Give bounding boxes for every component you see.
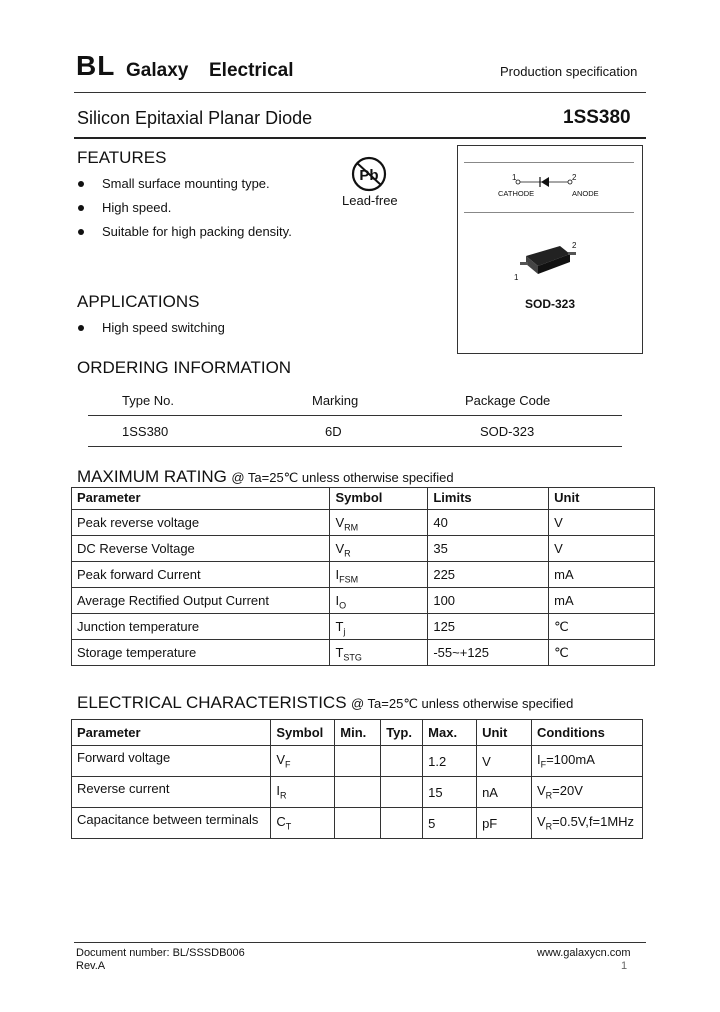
ordering-bottom-line (88, 446, 622, 447)
table-row (72, 746, 643, 777)
title-divider (74, 137, 646, 139)
lead-free-symbol-text: Pb (359, 167, 379, 184)
elec-heading: ELECTRICAL CHARACTERISTICS (77, 693, 347, 712)
header-cell: Max. (423, 720, 477, 746)
max-rating-table (71, 487, 655, 666)
symbol-cell: $I_{FSM}$ (330, 562, 428, 588)
header-cell: Symbol (330, 488, 428, 510)
ordering-col-marking: Marking (312, 393, 359, 408)
diode-schematic-icon (494, 172, 604, 202)
unit-cell: pF (477, 808, 532, 839)
unit-cell: V (549, 536, 655, 562)
table-row (72, 640, 655, 666)
typ-cell (381, 777, 423, 808)
cathode-label: CATHODE (498, 189, 535, 198)
limit-cell: 125 (428, 614, 549, 640)
brand-electrical: Electrical (209, 60, 294, 81)
unit-cell: nA (477, 777, 532, 808)
bullet-icon (78, 181, 84, 187)
ordering-marking-value: 6D (325, 424, 342, 439)
elec-title (77, 693, 573, 713)
page-number: 1 (621, 960, 628, 972)
applications-heading: APPLICATIONS (77, 292, 200, 311)
package-divider-top (464, 162, 634, 163)
feature-text: High speed. (102, 200, 172, 215)
conditions-cell: $I_F=100mA$ (531, 746, 642, 777)
revision: Rev.A (76, 960, 106, 972)
unit-cell: V (477, 746, 532, 777)
table-header-row (72, 720, 643, 746)
param-cell: DC Reverse Voltage (72, 536, 330, 562)
header-cell: Parameter (72, 488, 330, 510)
application-item (78, 320, 225, 335)
min-cell (335, 808, 381, 839)
doc-number: Document number: BL/SSSDB006 (76, 947, 245, 959)
limit-cell: 100 (428, 588, 549, 614)
feature-text: Suitable for high packing density. (102, 224, 292, 239)
ordering-col-package: Package Code (465, 393, 551, 408)
header-cell: Parameter (72, 720, 271, 746)
doc-type: Production specification (500, 64, 638, 79)
unit-cell: V (549, 510, 655, 536)
table-header-row (72, 488, 655, 510)
part-number: 1SS380 (563, 107, 631, 128)
features-heading: FEATURES (77, 148, 167, 167)
symbol-cell: $I_O$ (330, 588, 428, 614)
table-row (72, 536, 655, 562)
header-cell: Unit (477, 720, 532, 746)
bullet-icon (78, 229, 84, 235)
ordering-package-value: SOD-323 (480, 424, 535, 439)
table-row (72, 588, 655, 614)
max-rating-title (77, 467, 454, 487)
symbol-cell: $V_R$ (330, 536, 428, 562)
param-cell: Average Rectified Output Current (72, 588, 330, 614)
table-row (72, 562, 655, 588)
package-divider-bottom (464, 212, 634, 213)
table-row (72, 614, 655, 640)
application-text: High speed switching (102, 320, 225, 335)
header-cell: Unit (549, 488, 655, 510)
limit-cell: 35 (428, 536, 549, 562)
footer-divider (74, 942, 646, 943)
max-rating-heading: MAXIMUM RATING (77, 467, 227, 486)
ordering-heading: ORDERING INFORMATION (77, 358, 292, 377)
param-cell: Peak forward Current (72, 562, 330, 588)
param-cell: Storage temperature (72, 640, 330, 666)
pin2-label: 2 (572, 173, 577, 182)
header-cell: Min. (335, 720, 381, 746)
anode-label: ANODE (572, 189, 599, 198)
brand-galaxy: Galaxy (126, 60, 189, 81)
limit-cell: 40 (428, 510, 549, 536)
unit-cell: ℃ (549, 640, 655, 666)
lead-free-icon (349, 156, 389, 192)
param-cell: Reverse current (72, 777, 271, 808)
conditions-cell: $V_R=20V$ (531, 777, 642, 808)
symbol-cell: $C_T$ (271, 808, 335, 839)
param-cell: Capacitance between terminals (72, 808, 271, 839)
symbol-cell: $T_j$ (330, 614, 428, 640)
brand-bl: BL (76, 50, 116, 81)
limit-cell: 225 (428, 562, 549, 588)
page-title: Silicon Epitaxial Planar Diode (77, 108, 313, 128)
header-cell: Typ. (381, 720, 423, 746)
ordering-divider (88, 415, 622, 416)
table-row (72, 510, 655, 536)
feature-item (78, 200, 171, 215)
symbol-cell: $T_{STG}$ (330, 640, 428, 666)
package-box (457, 145, 643, 354)
param-cell: Peak reverse voltage (72, 510, 330, 536)
param-cell: Forward voltage (72, 746, 271, 777)
feature-item (78, 176, 270, 191)
pkg-pin1-label: 1 (514, 273, 519, 282)
lead-free-label: Lead-free (342, 193, 398, 208)
unit-cell: ℃ (549, 614, 655, 640)
elec-condition: @ Ta=25℃ unless otherwise specified (350, 696, 574, 711)
unit-cell: mA (549, 562, 655, 588)
param-cell: Junction temperature (72, 614, 330, 640)
ordering-col-type: Type No. (122, 393, 175, 408)
conditions-cell: $V_R=0.5V,f=1MHz$ (531, 808, 642, 839)
feature-text: Small surface mounting type. (102, 176, 270, 191)
package-name: SOD-323 (524, 297, 576, 311)
symbol-cell: $I_R$ (271, 777, 335, 808)
header-cell: Symbol (271, 720, 335, 746)
min-cell (335, 746, 381, 777)
table-row (72, 808, 643, 839)
table-row (72, 777, 643, 808)
limit-cell: -55~+125 (428, 640, 549, 666)
bullet-icon (78, 205, 84, 211)
website-link[interactable]: www.galaxycn.com (537, 947, 631, 959)
max-cell: 15 (423, 777, 477, 808)
unit-cell: mA (549, 588, 655, 614)
max-cell: 5 (423, 808, 477, 839)
header-divider (74, 92, 646, 93)
feature-item (78, 224, 292, 239)
sod323-package-icon (512, 240, 582, 282)
elec-table (71, 719, 643, 839)
header-cell: Limits (428, 488, 549, 510)
symbol-cell: $V_F$ (271, 746, 335, 777)
pkg-pin2-label: 2 (572, 241, 577, 250)
typ-cell (381, 808, 423, 839)
symbol-cell: $V_{RM}$ (330, 510, 428, 536)
max-cell: 1.2 (423, 746, 477, 777)
ordering-type-value: 1SS380 (122, 424, 169, 439)
typ-cell (381, 746, 423, 777)
bullet-icon (78, 325, 84, 331)
max-rating-condition: @ Ta=25℃ unless otherwise specified (231, 470, 454, 485)
min-cell (335, 777, 381, 808)
pin1-label: 1 (512, 173, 517, 182)
header-cell: Conditions (531, 720, 642, 746)
